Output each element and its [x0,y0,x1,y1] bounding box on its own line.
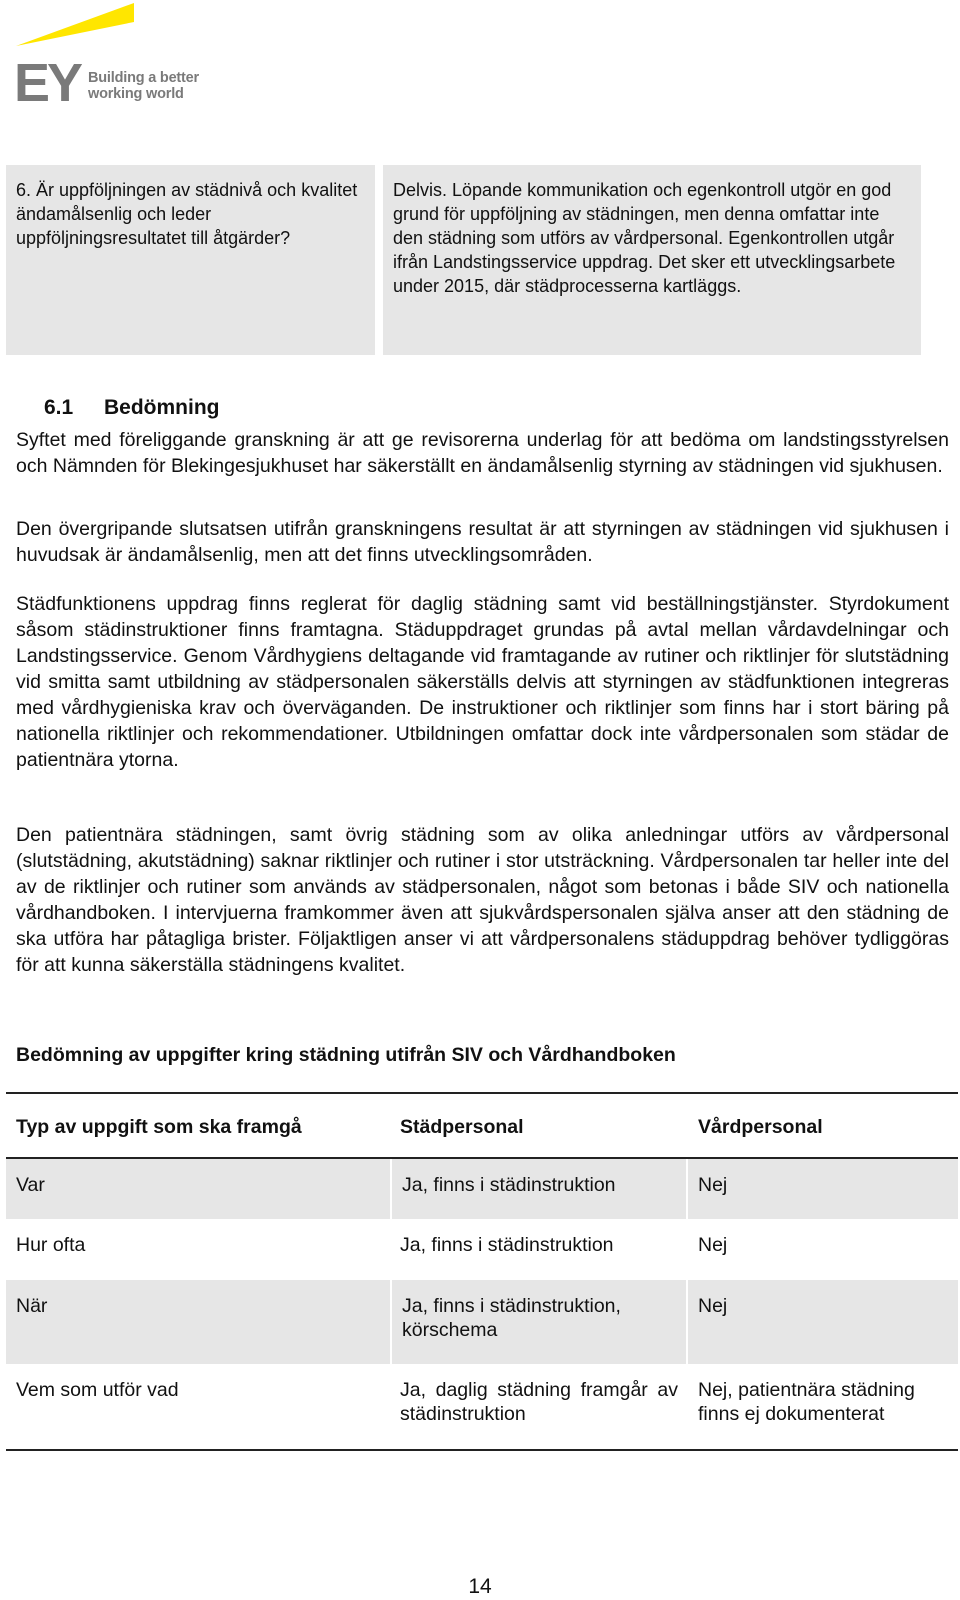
table-cell: Nej, patientnära städning finns ej dokumenterat [698,1379,915,1425]
paragraph-4: Den patientnära städningen, samt övrig städning som av olika anledningar utförs av vårdpersonal (slutstädning, akutstädning) saknar riktlinjer och rutiner i stor utsträckning. Vårdpersonalen tar heller inte del av de riktlinjer och rutiner som används av städpersonalen, något som betonas i både SIV och nationella vårdhandboken. I intervjuerna framkommer även att sjukvårdspersonalen själva anser att den städning de ska utföra har påtagliga brister. Följaktligen anser vi att vårdpersonalens städuppdrag behöver tydliggöras för att kunna säkerställa städningens kvalitet. [16,824,949,976]
qa-question: 6. Är uppföljningen av städnivå och kvalitet ändamålsenlig och leder uppföljningsresultatet till åtgärder? [16,180,358,248]
section-title: Bedömning [104,396,220,419]
logo-brand-mark: EY [14,53,81,110]
section-heading [44,396,220,420]
table-row [6,1280,958,1364]
table-caption: Bedömning av uppgifter kring städning utifrån SIV och Vårdhandboken [16,1044,676,1066]
paragraph-3: Städfunktionens uppdrag finns reglerat för daglig städning samt vid beställningstjänster. Styrdokument såsom städinstruktioner finns framtagna. Städuppdraget grundas på avtal mellan vårdavdelningar och Landstingsservice. Genom Vårdhygiens deltagande vid framtagande av rutiner och riktlinjer för slutstädning vid smitta samt utbildning av städpersonalen säkerställs delvis att styrningen av städfunktionen integreras med vårdhygieniska krav och överväganden. De instruktioner och riktlinjer som finns har i stort bäring på nationella riktlinjer och rekommendationer. Utbildningen omfattar dock inte vårdpersonalen som städar de patientnära ytorna. [16,593,949,771]
table-cell: Nej [698,1174,728,1196]
section-number: 6.1 [44,396,74,419]
table-cell: Ja, daglig städning framgår av städinstruktion [400,1379,678,1425]
table-cell: Hur ofta [16,1234,86,1256]
table-cell: Nej [698,1234,728,1256]
table-header-row [6,1094,958,1159]
assessment-table [6,1092,958,1451]
table-cell: Nej [698,1295,728,1317]
ey-logo [14,0,214,110]
table-cell: Ja, finns i städinstruktion [390,1159,688,1219]
page-number: 14 [468,1575,492,1598]
table-header-cell: Vårdpersonal [698,1115,823,1138]
table-header-cell: Städpersonal [400,1115,524,1138]
qa-answer-box [383,165,921,355]
table-header-cell: Typ av uppgift som ska framgå [16,1115,302,1138]
table-cell: Ja, finns i städinstruktion, körschema [390,1280,688,1364]
logo-tagline-line2: working world [88,86,184,102]
logo-tagline-line1: Building a better [88,70,199,86]
paragraph-2: Den övergripande slutsatsen utifrån granskningens resultat är att styrningen av städningen vid sjukhusen i huvudsak är ändamålsenlig, men att det finns utvecklingsområden. [16,518,949,566]
logo-yellow-beam [16,3,134,46]
logo-tagline [88,70,199,102]
qa-question-box [6,165,375,355]
qa-answer: Delvis. Löpande kommunikation och egenkontroll utgör en god grund för uppföljning av städningen, men denna omfattar inte den städning som utförs av vårdpersonal. Egenkontrollen utgår ifrån Landstingsservice uppdrag. Det sker ett utvecklingsarbete under 2015, där städprocesserna kartläggs. [393,180,896,296]
paragraph-1: Syftet med föreliggande granskning är att ge revisorerna underlag för att bedöma om landstingsstyrelsen och Nämnden för Blekingesjukhuset har säkerställt en ändamålsenlig styrning av städningen vid sjukhusen. [16,429,949,477]
table-cell: Ja, finns i städinstruktion [400,1234,614,1256]
table-cell: Var [16,1174,45,1196]
table-cell: När [16,1295,48,1317]
table-row [6,1364,958,1451]
table-row [6,1219,958,1280]
table-cell: Vem som utför vad [16,1379,179,1401]
table-row [6,1159,958,1219]
